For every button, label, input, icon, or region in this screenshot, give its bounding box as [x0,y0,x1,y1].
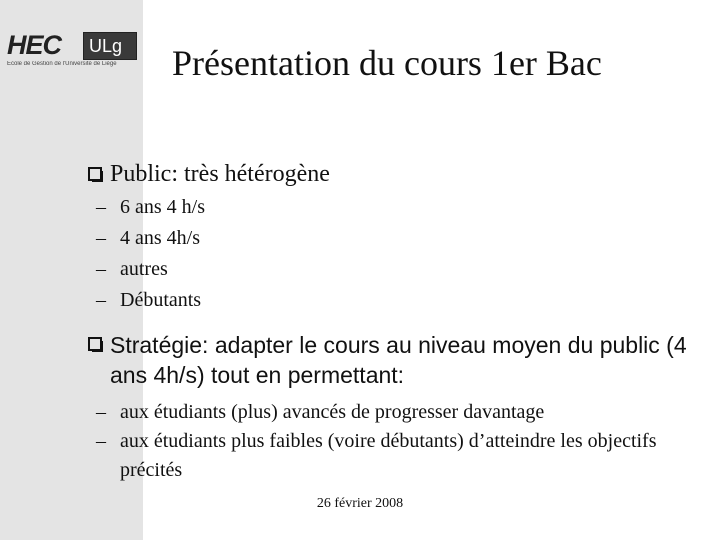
checkbox-bullet-icon [88,337,104,353]
logo-ulg-text: ULg [89,36,123,56]
list-item-text: 4 ans 4h/s [120,227,200,249]
bullet-strategie-text: Stratégie: adapter le cours au niveau moyen du public (4 ans 4h/s) tout en permettant: [110,332,687,388]
list-item-text: autres [120,258,168,280]
footer-date: 26 février 2008 [316,496,404,511]
dash-marker: – [96,430,106,452]
list-item [86,398,686,427]
list-item-text: 6 ans 4 h/s [120,196,205,218]
logo-hec-text: HEC [7,30,62,60]
list-item [86,192,686,223]
dash-marker: – [96,258,106,280]
list-item-text: aux étudiants plus faibles (voire débutants) d’atteindre les objectifs précités [120,430,657,481]
bullet-strategie [86,330,690,390]
dash-marker: – [96,196,106,218]
public-sublist [86,192,686,316]
bullet-public [86,160,686,189]
strategie-sublist [86,398,686,485]
slide-title: Présentation du cours 1er Bac [172,43,602,83]
dash-marker: – [96,227,106,249]
list-item-text: Débutants [120,289,202,311]
slide-content [86,160,686,485]
logo-subtitle: Ecole de Gestion de l'Université de Liège [7,61,117,67]
dash-marker: – [96,401,106,423]
logo-ulg-box [83,32,137,60]
list-item [86,427,686,485]
list-item [86,254,686,285]
dash-marker: – [96,289,106,311]
list-item-text: aux étudiants (plus) avancés de progresser davantage [120,401,545,423]
list-item [86,285,686,316]
hec-ulg-logo [5,28,138,76]
checkbox-bullet-icon [88,167,104,183]
list-item [86,223,686,254]
bullet-public-text: Public: très hétérogène [110,161,330,187]
